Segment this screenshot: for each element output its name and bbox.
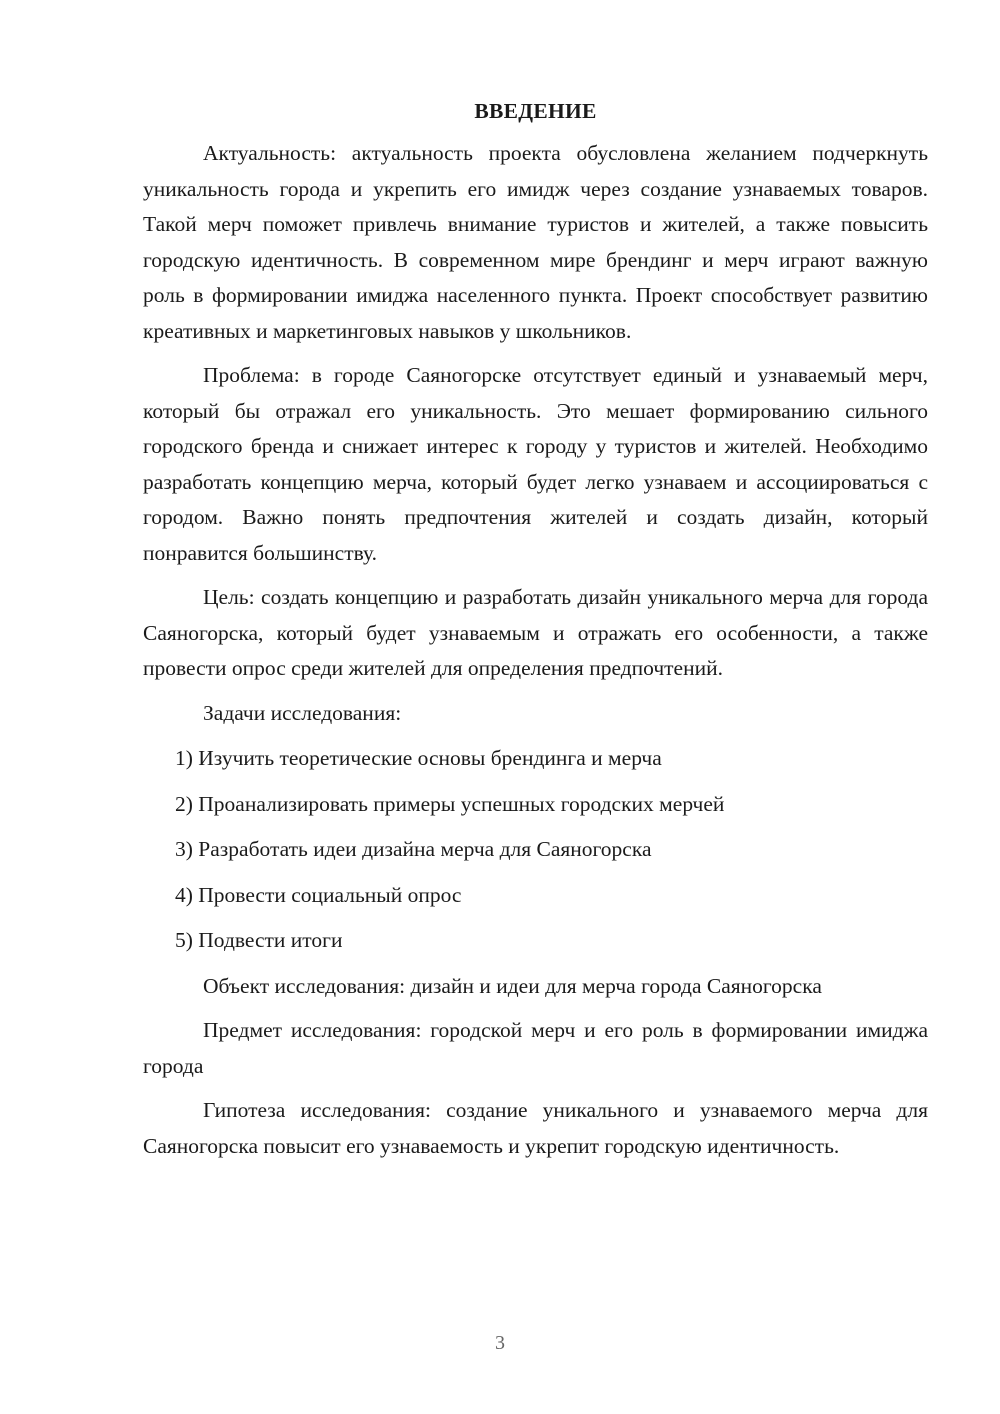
task-item-4: 4) Провести социальный опрос: [175, 882, 462, 907]
document-page: [143, 96, 928, 1173]
task-item-1: 1) Изучить теоретические основы брендинга и мерча: [175, 746, 662, 770]
object-paragraph: Объект исследования: дизайн и идеи для мерча города Саяногорска: [203, 973, 822, 998]
hypothesis-paragraph: Гипотеза исследования: создание уникального и узнаваемого мерча для Саяногорска повысит его узнаваемость и укрепит городскую идентичность.: [143, 1098, 928, 1158]
tasks-heading: Задачи исследования:: [203, 700, 402, 725]
task-item-2: 2) Проанализировать примеры успешных городских мерчей: [175, 791, 725, 816]
problem-paragraph: Проблема: в городе Саяногорске отсутствует единый и узнаваемый мерч, который бы отражал его уникальность. Это мешает формированию сильного городского бренда и снижает интерес к городу у туристов и жителей. Необходимо разработать концепцию мерча, который будет легко узнаваем и ассоциироваться с городом. Важно понять предпочтения жителей и создать дизайн, который понравится большинству.: [143, 363, 928, 565]
goal-paragraph: Цель: создать концепцию и разработать дизайн уникального мерча для города Саяногорска, который будет узнаваемым и отражать его особенности, а также провести опрос среди жителей для определения предпочтений.: [143, 585, 928, 680]
relevance-paragraph: Актуальность: актуальность проекта обусловлена желанием подчеркнуть уникальность города и укрепить его имидж через создание узнаваемых товаров. Такой мерч поможет привлечь внимание туристов и жителей, а также повысить городскую идентичность. В современном мире брендинг и мерч играют важную роль в формировании имиджа населенного пункта. Проект способствует развитию креативных и маркетинговых навыков у школьников.: [143, 141, 928, 343]
task-list: [143, 741, 928, 959]
task-item-3: 3) Разработать идеи дизайна мерча для Саяногорска: [175, 837, 652, 861]
section-title: ВВЕДЕНИЕ: [474, 99, 597, 123]
page-number: 3: [495, 1332, 505, 1354]
subject-paragraph: Предмет исследования: городской мерч и его роль в формировании имиджа города: [143, 1018, 928, 1078]
task-item-5: 5) Подвести итоги: [175, 928, 343, 952]
